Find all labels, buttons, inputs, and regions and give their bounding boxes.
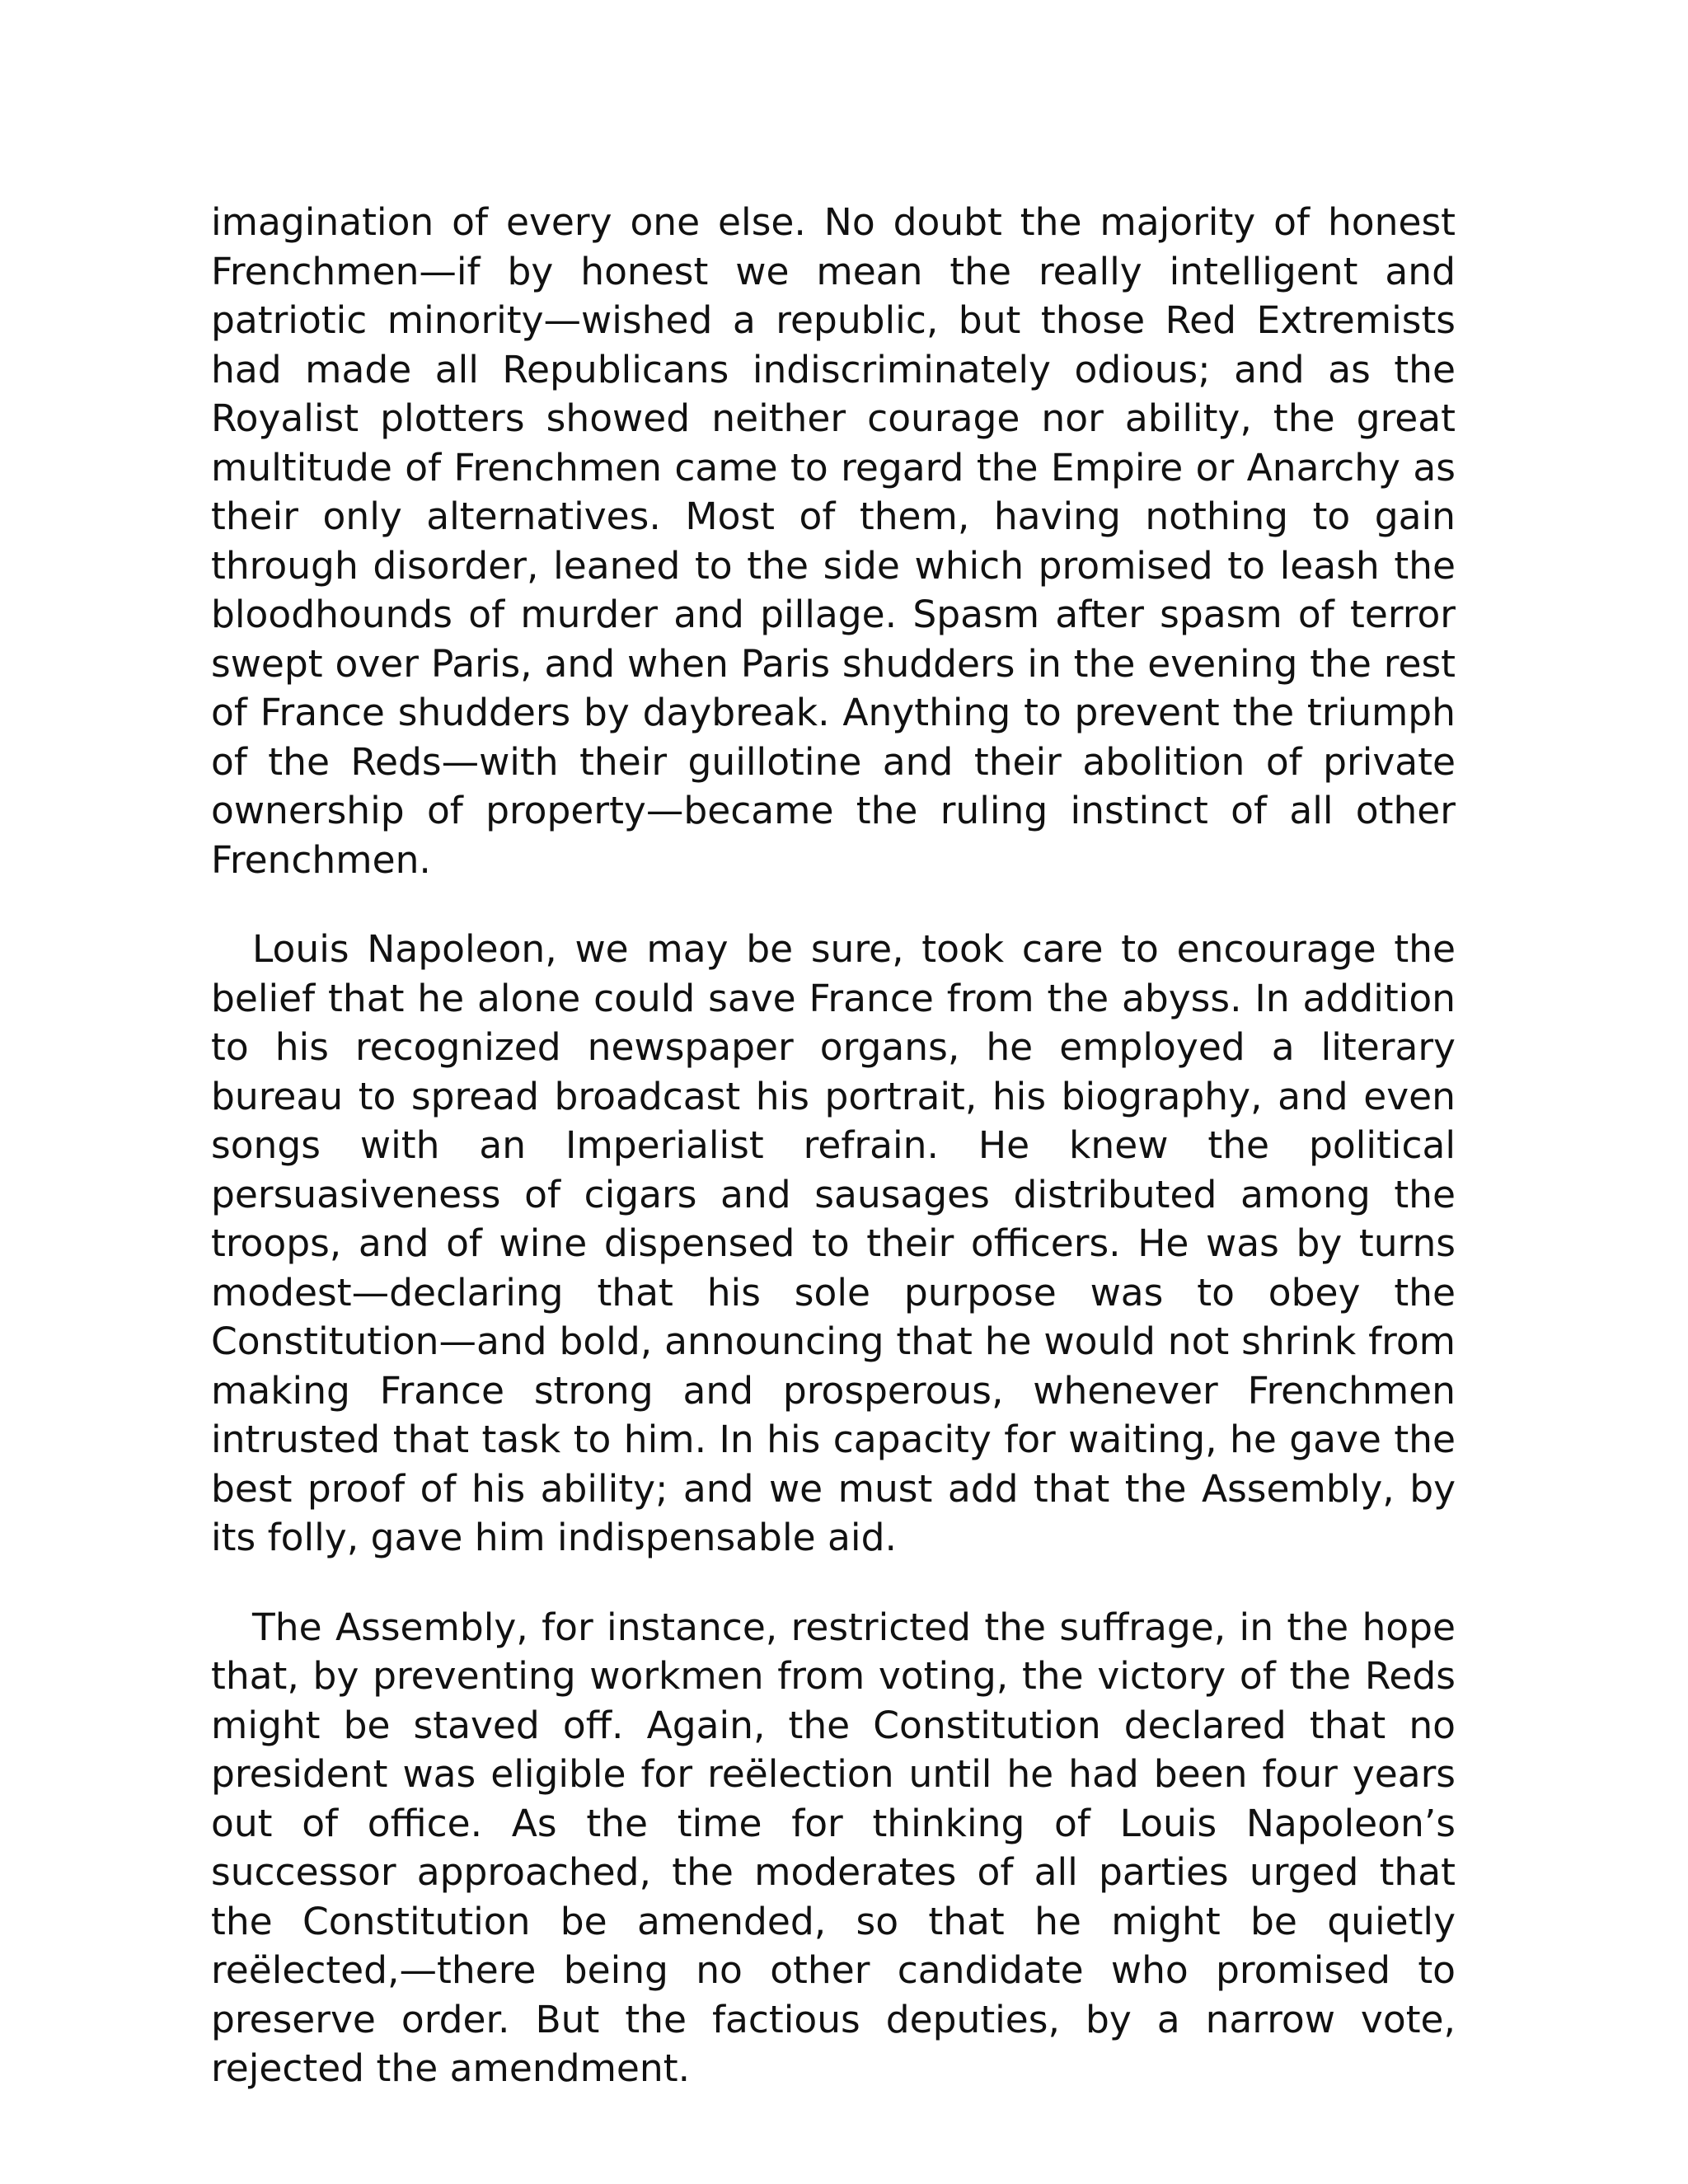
paragraph-2: Louis Napoleon, we may be sure, took care to encourage the belief that he alone could save France from the abyss. In addition to his recognized newspaper organs, he employed a literary bureau to spread broadcast his portrait, his biography, and even songs with an Imperialist refrain. He knew the political persuasiveness of cigars and sausages distributed among the troops, and of wine dispensed to their officers. He was by turns modest—declaring that his sole purpose was to obey the Constitution—and bold, announcing that he would not shrink from making France strong and prosperous, whenever Frenchmen intrusted that task to him. In his capacity for waiting, he gave the best proof of his ability; and we must add that the Assembly, by its folly, gave him indispensable aid.	[211, 927, 1456, 1559]
paragraph-3: The Assembly, for instance, restricted the suffrage, in the hope that, by preventing workmen from voting, the victory of the Reds might be staved off. Again, the Constitution declared that no president was eligible for reëlection until he had been four years out of office. As the time for thinking of Louis Napoleon’s successor approached, the moderates of all parties urged that the Constitution be amended, so that he might be quietly reëlected,—there being no other candidate who promised to preserve order. But the factious deputies, by a narrow vote, rejected the amendment.	[211, 1605, 1456, 2090]
document-page	[211, 198, 1456, 2093]
paragraph-1: imagination of every one else. No doubt the majority of honest Frenchmen—if by honest we mean the really intelligent and patriotic minority—wished a republic, but those Red Extremists had made all Republicans indiscriminately odious; and as the Royalist plotters showed neither courage nor ability, the great multitude of Frenchmen came to regard the Empire or Anarchy as their only alternatives. Most of them, having nothing to gain through disorder, leaned to the side which promised to leash the bloodhounds of murder and pillage. Spasm after spasm of terror swept over Paris, and when Paris shudders in the evening the rest of France shudders by daybreak. Anything to prevent the triumph of the Reds—with their guillotine and their abolition of private ownership of property—became the ruling instinct of all other Frenchmen.	[211, 200, 1456, 882]
